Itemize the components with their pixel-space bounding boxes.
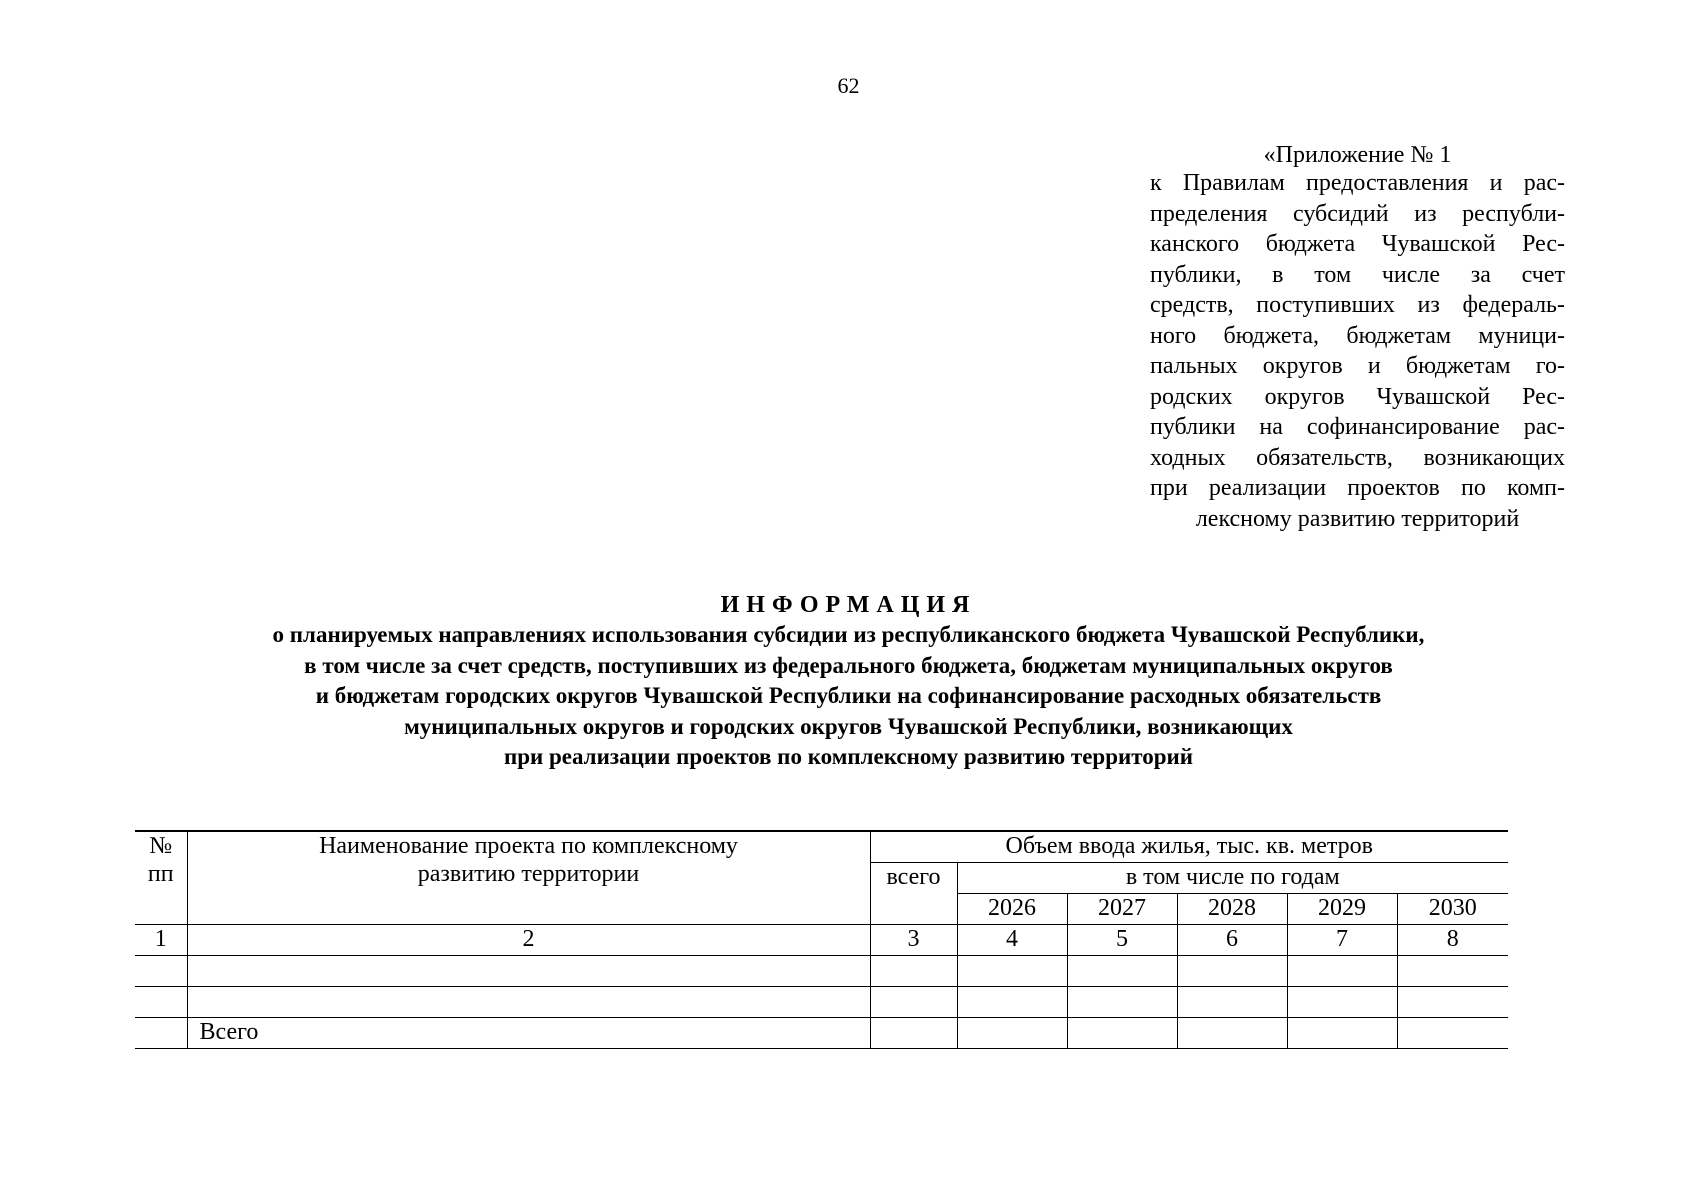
column-number: 1 bbox=[135, 925, 187, 956]
header-number-line: № bbox=[149, 833, 173, 859]
column-number: 2 bbox=[187, 925, 870, 956]
empty-cell bbox=[1067, 987, 1177, 1018]
header-by-years: в том числе по годам bbox=[957, 863, 1508, 894]
appendix-line: лексному развитию территорий bbox=[1195, 505, 1520, 532]
column-number: 7 bbox=[1287, 925, 1397, 956]
empty-cell bbox=[1287, 987, 1397, 1018]
header-number bbox=[135, 831, 187, 925]
total-row bbox=[135, 1018, 1508, 1049]
subtitle-line: муниципальных округов и городских округов Чувашской Республики, возникающих bbox=[404, 713, 1293, 739]
column-number: 6 bbox=[1177, 925, 1287, 956]
document-subtitle bbox=[0, 620, 1697, 773]
appendix-line: родских округов Чувашской Рес- bbox=[1150, 383, 1565, 410]
appendix-title: «Приложение № 1 bbox=[1263, 142, 1452, 168]
table-row bbox=[135, 956, 1508, 987]
empty-cell bbox=[870, 956, 957, 987]
column-number: 4 bbox=[957, 925, 1067, 956]
header-number-line: пп bbox=[147, 861, 174, 887]
appendix-line: пределения субсидий из республи- bbox=[1150, 200, 1565, 227]
subtitle-line: о планируемых направлениях использования субсидии из республиканского бюджета Чувашской Республики, bbox=[272, 622, 1425, 647]
appendix-line: средств, поступивших из федераль- bbox=[1150, 292, 1565, 318]
empty-cell bbox=[135, 956, 187, 987]
header-project-name-line: Наименование проекта по комплексному bbox=[319, 833, 738, 859]
empty-cell bbox=[1397, 956, 1508, 987]
page-number: 62 bbox=[837, 73, 860, 98]
empty-cell bbox=[870, 1018, 957, 1049]
column-number: 5 bbox=[1067, 925, 1177, 956]
appendix-line: публики, в том числе за счет bbox=[1150, 261, 1565, 288]
empty-cell bbox=[135, 987, 187, 1018]
column-number: 8 bbox=[1397, 925, 1508, 956]
appendix-line: при реализации проектов по комп- bbox=[1150, 475, 1565, 501]
header-year: 2030 bbox=[1397, 894, 1508, 925]
document-heading: ИНФОРМАЦИЯ bbox=[720, 592, 977, 618]
empty-cell bbox=[1287, 1018, 1397, 1049]
column-number: 3 bbox=[870, 925, 957, 956]
appendix-text bbox=[1150, 168, 1565, 534]
empty-cell bbox=[187, 956, 870, 987]
empty-cell bbox=[1177, 987, 1287, 1018]
appendix-line: канского бюджета Чувашской Рес- bbox=[1150, 231, 1565, 257]
total-label: Всего bbox=[187, 1018, 870, 1049]
header-year: 2026 bbox=[957, 894, 1067, 925]
table-row bbox=[135, 987, 1508, 1018]
appendix-line: к Правилам предоставления и рас- bbox=[1150, 170, 1565, 196]
empty-cell bbox=[870, 987, 957, 1018]
empty-cell bbox=[1067, 1018, 1177, 1049]
header-year: 2028 bbox=[1177, 894, 1287, 925]
subtitle-line: и бюджетам городских округов Чувашской Республики на софинансирование расходных обязательств bbox=[315, 683, 1382, 708]
appendix-line: пальных округов и бюджетам го- bbox=[1150, 353, 1565, 379]
header-year: 2027 bbox=[1067, 894, 1177, 925]
header-total: всего bbox=[870, 863, 957, 925]
empty-cell bbox=[1397, 1018, 1508, 1049]
column-numbers-row bbox=[135, 925, 1508, 956]
header-project-name bbox=[187, 831, 870, 925]
empty-cell bbox=[957, 987, 1067, 1018]
table-header-row bbox=[135, 831, 1508, 863]
header-project-name-line: развитию территории bbox=[417, 861, 640, 887]
appendix-line: ходных обязательств, возникающих bbox=[1150, 444, 1565, 471]
empty-cell bbox=[135, 1018, 187, 1049]
header-year: 2029 bbox=[1287, 894, 1397, 925]
appendix-line: публики на софинансирование рас- bbox=[1150, 414, 1565, 440]
empty-cell bbox=[957, 1018, 1067, 1049]
empty-cell bbox=[1287, 956, 1397, 987]
empty-cell bbox=[1177, 956, 1287, 987]
empty-cell bbox=[187, 987, 870, 1018]
subtitle-line: при реализации проектов по комплексному развитию территорий bbox=[503, 744, 1194, 769]
empty-cell bbox=[1067, 956, 1177, 987]
empty-cell bbox=[1397, 987, 1508, 1018]
empty-cell bbox=[1177, 1018, 1287, 1049]
appendix-line: ного бюджета, бюджетам муници- bbox=[1150, 322, 1565, 349]
header-housing-volume: Объем ввода жилья, тыс. кв. метров bbox=[870, 831, 1508, 863]
housing-volume-table bbox=[135, 830, 1508, 1049]
subtitle-line: в том числе за счет средств, поступивших из федерального бюджета, бюджетам муниципальных округов bbox=[304, 652, 1393, 678]
empty-cell bbox=[957, 956, 1067, 987]
